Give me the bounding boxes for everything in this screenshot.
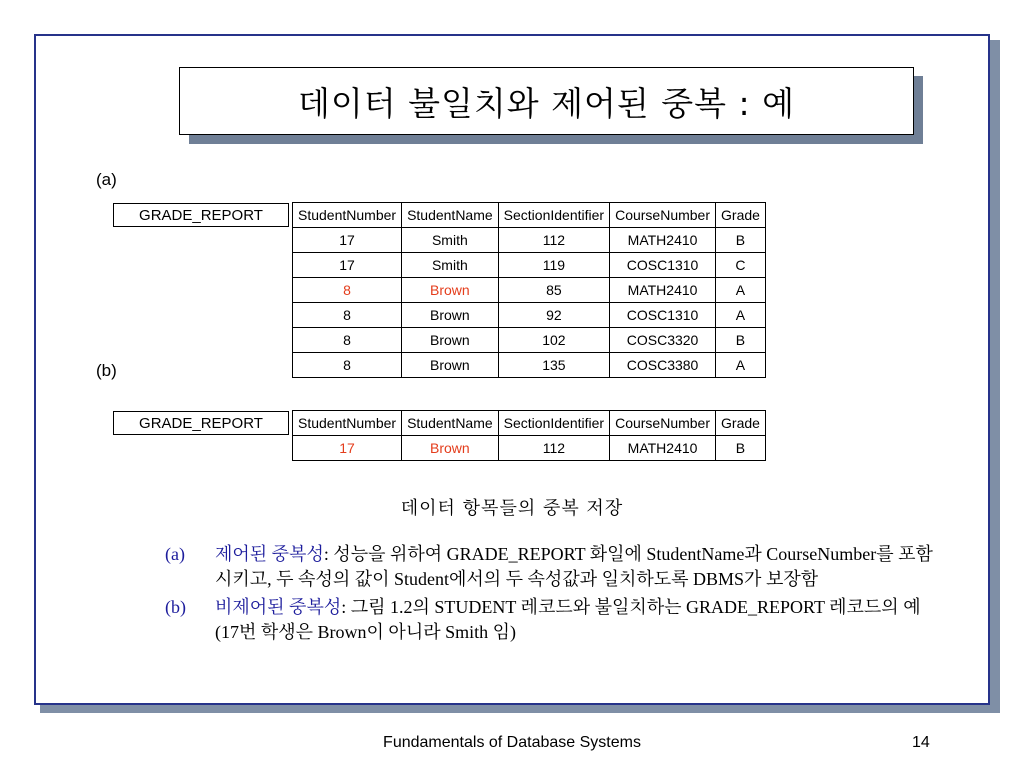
table-cell: 92 xyxy=(498,303,609,328)
table-row xyxy=(293,328,766,353)
table-cell: B xyxy=(716,436,766,461)
page-number: 14 xyxy=(912,734,930,751)
table-cell: Brown xyxy=(402,436,499,461)
grade-report-table-b xyxy=(292,410,766,461)
figure-caption: 데이터 항목들의 중복 저장 xyxy=(400,498,624,519)
table-row xyxy=(293,228,766,253)
column-header: StudentName xyxy=(402,203,499,228)
table-cell: C xyxy=(716,253,766,278)
table-cell: Brown xyxy=(402,303,499,328)
table-header-row xyxy=(293,203,766,228)
table-cell: MATH2410 xyxy=(610,278,716,303)
table-cell: COSC3320 xyxy=(610,328,716,353)
column-header: SectionIdentifier xyxy=(498,203,609,228)
table-cell: A xyxy=(716,353,766,378)
label-b: (b) xyxy=(96,361,117,380)
table-cell: B xyxy=(716,328,766,353)
table-cell: A xyxy=(716,278,766,303)
table-cell: Brown xyxy=(402,328,499,353)
table-row xyxy=(293,303,766,328)
table-row xyxy=(293,253,766,278)
note-tag: (b) xyxy=(165,597,186,617)
table-cell: 8 xyxy=(293,303,402,328)
note-text: : 성능을 위하여 GRADE_REPORT 화일에 StudentName과 CourseNumber를 포함시키고, 두 속성의 값이 Student에서의 두 속성값과 일치하도록 DBMS가 보장함 xyxy=(215,544,933,589)
note-text: : 그림 1.2의 STUDENT 레코드와 불일치하는 GRADE_REPORT 레코드의 예 (17번 학생은 Brown이 아니라 Smith 임) xyxy=(215,597,921,642)
slide-title: 데이터 불일치와 제어된 중복 : 예 xyxy=(179,67,914,135)
table-cell: 17 xyxy=(293,253,402,278)
table-cell: Smith xyxy=(402,253,499,278)
table-cell: COSC3380 xyxy=(610,353,716,378)
table-row xyxy=(293,353,766,378)
table-cell: 119 xyxy=(498,253,609,278)
label-a: (a) xyxy=(96,170,117,189)
column-header: CourseNumber xyxy=(610,411,716,436)
table-cell: 8 xyxy=(293,328,402,353)
relation-name-b: GRADE_REPORT xyxy=(113,411,289,435)
column-header: StudentNumber xyxy=(293,411,402,436)
note-body xyxy=(215,595,945,645)
table-cell: 8 xyxy=(293,353,402,378)
table-cell: 17 xyxy=(293,436,402,461)
column-header: StudentNumber xyxy=(293,203,402,228)
column-header: Grade xyxy=(716,203,766,228)
table-cell: Brown xyxy=(402,353,499,378)
table-cell: 17 xyxy=(293,228,402,253)
table-cell: 102 xyxy=(498,328,609,353)
table-row xyxy=(293,436,766,461)
note-term: 제어된 중복성 xyxy=(215,544,324,564)
column-header: StudentName xyxy=(402,411,499,436)
table-cell: COSC1310 xyxy=(610,253,716,278)
table-header-row xyxy=(293,411,766,436)
footer-title: Fundamentals of Database Systems xyxy=(383,734,641,751)
table-cell: 135 xyxy=(498,353,609,378)
note-tag: (a) xyxy=(165,544,185,564)
table-cell: COSC1310 xyxy=(610,303,716,328)
note-a xyxy=(165,542,945,592)
table-cell: 8 xyxy=(293,278,402,303)
table-cell: B xyxy=(716,228,766,253)
column-header: Grade xyxy=(716,411,766,436)
table-cell: Smith xyxy=(402,228,499,253)
column-header: CourseNumber xyxy=(610,203,716,228)
column-header: SectionIdentifier xyxy=(498,411,609,436)
table-cell: Brown xyxy=(402,278,499,303)
table-cell: MATH2410 xyxy=(610,436,716,461)
relation-name-a: GRADE_REPORT xyxy=(113,203,289,227)
notes-list xyxy=(165,542,945,648)
table-cell: 112 xyxy=(498,436,609,461)
grade-report-table-a xyxy=(292,202,766,378)
table-cell: 85 xyxy=(498,278,609,303)
note-body xyxy=(215,542,945,592)
table-cell: 112 xyxy=(498,228,609,253)
table-row xyxy=(293,278,766,303)
note-b xyxy=(165,595,945,645)
table-cell: MATH2410 xyxy=(610,228,716,253)
table-cell: A xyxy=(716,303,766,328)
note-term: 비제어된 중복성 xyxy=(215,597,342,617)
